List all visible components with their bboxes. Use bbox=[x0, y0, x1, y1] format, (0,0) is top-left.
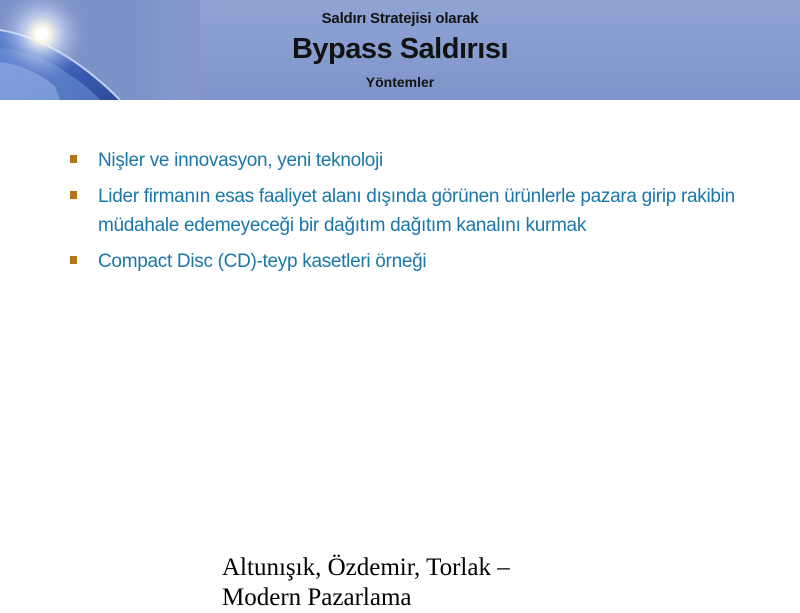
slide-title: Bypass Saldırısı bbox=[291, 33, 509, 65]
bullet-list bbox=[68, 146, 748, 283]
earth-sunrise-image bbox=[0, 0, 200, 100]
header-text-block bbox=[200, 0, 600, 100]
footer-citation: Altunışık, Özdemir, Torlak – Modern Pazarlama bbox=[222, 554, 510, 611]
slide-header bbox=[0, 0, 800, 100]
slide-supertitle: Saldırı Stratejisi olarak bbox=[321, 10, 479, 27]
bullet-item bbox=[68, 146, 748, 175]
square-bullet-icon bbox=[70, 191, 77, 199]
bullet-item bbox=[68, 247, 748, 276]
square-bullet-icon bbox=[70, 256, 77, 264]
square-bullet-icon bbox=[70, 155, 77, 163]
bullet-item bbox=[68, 182, 748, 240]
bullet-text: Lider firmanın esas faaliyet alanı dışında görünen ürünlerle pazara girip rakibin müdahale edemeyeceği bir dağıtım dağıtım kanalını kurmak bbox=[98, 186, 735, 236]
bullet-text: Compact Disc (CD)-teyp kasetleri örneği bbox=[98, 251, 427, 272]
slide-subtitle: Yöntemler bbox=[365, 74, 435, 90]
bullet-text: Nişler ve innovasyon, yeni teknoloji bbox=[98, 150, 383, 171]
